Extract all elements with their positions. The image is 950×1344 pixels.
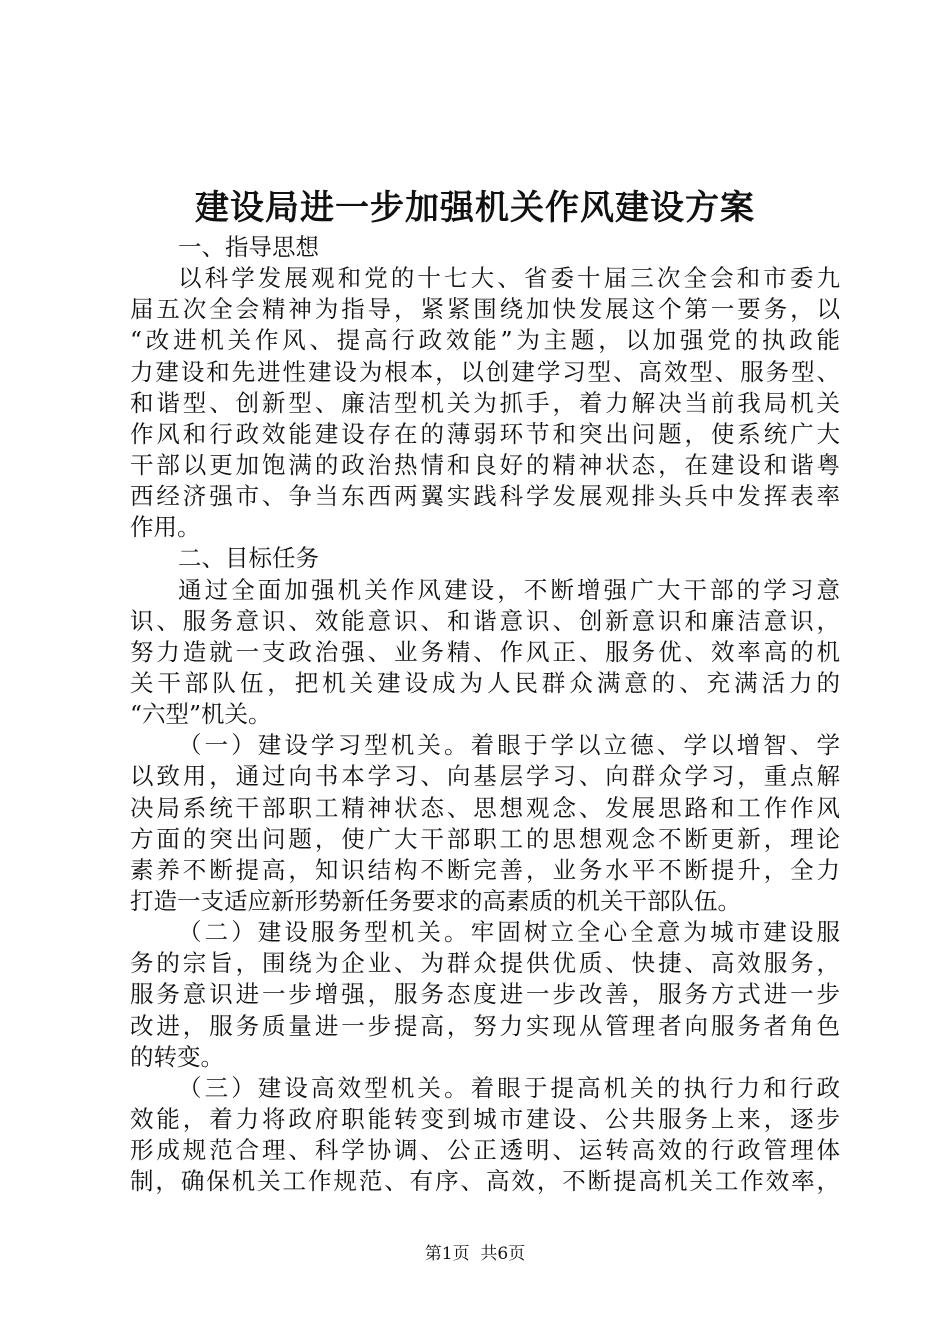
paragraph-line: 务的宗旨，围绕为企业、为群众提供优质、快捷、高效服务， [130,949,840,978]
paragraph-line: 识、服务意识、效能意识、和谐意识、创新意识和廉洁意识， [130,606,840,635]
paragraph-line: 效能，着力将政府职能转变到城市建设、公共服务上来，逐步 [130,1104,840,1133]
paragraph-line: （三）建设高效型机关。着眼于提高机关的执行力和行政 [178,1073,840,1102]
paragraph-line: 关干部队伍，把机关建设成为人民群众满意的、充满活力的 [130,668,840,697]
paragraph-line: 决局系统干部职工精神状态、思想观念、发展思路和工作作风 [130,793,840,822]
paragraph-line: 制，确保机关工作规范、有序、高效，不断提高机关工作效率， [130,1167,840,1196]
paragraph-line: 服务意识进一步增强，服务态度进一步改善，服务方式进一步 [130,980,840,1009]
document-title: 建设局进一步加强机关作风建设方案 [195,188,755,228]
paragraph-line: 和谐型、创新型、廉洁型机关为抓手，着力解决当前我局机关 [130,388,840,417]
paragraph-line: 届五次全会精神为指导，紧紧围绕加快发展这个第一要务，以 [130,295,840,324]
paragraph-line: 形成规范合理、科学协调、公正透明、运转高效的行政管理体 [130,1136,840,1165]
paragraph-line: 以致用，通过向书本学习、向基层学习、向群众学习，重点解 [130,762,840,791]
paragraph-line: 通过全面加强机关作风建设，不断增强广大干部的学习意 [178,575,840,604]
paragraph-line: “改进机关作风、提高行政效能”为主题，以加强党的执政能 [130,326,840,355]
paragraph-line: “六型”机关。 [130,700,272,729]
document-body [130,232,840,1197]
paragraph-line: 干部以更加饱满的政治热情和良好的精神状态，在建设和谐粤 [130,450,840,479]
paragraph-line: 方面的突出问题，使广大干部职工的思想观念不断更新，理论 [130,824,840,853]
page-footer: 第1页 共6页 [424,1244,526,1264]
paragraph-line: 努力造就一支政治强、业务精、作风正、服务优、效率高的机 [130,637,840,666]
paragraph-line: （一）建设学习型机关。着眼于学以立德、学以增智、学 [178,731,840,760]
paragraph-line: （二）建设服务型机关。牢固树立全心全意为城市建设服 [178,918,840,947]
paragraph-line: 的转变。 [130,1042,224,1071]
paragraph-line: 打造一支适应新形势新任务要求的高素质的机关干部队伍。 [130,886,741,915]
section-heading: 一、指导思想 [178,233,319,261]
paragraph-line: 改进，服务质量进一步提高，努力实现从管理者向服务者角色 [130,1011,840,1040]
paragraph-line: 西经济强市、争当东西两翼实践科学发展观排头兵中发挥表率 [130,482,840,511]
paragraph-line: 以科学发展观和党的十七大、省委十届三次全会和市委九 [178,264,840,293]
paragraph-line: 素养不断提高，知识结构不断完善，业务水平不断提升，全力 [130,855,840,884]
section-heading: 二、目标任务 [178,544,319,573]
paragraph-line: 作用。 [130,513,201,542]
paragraph-line: 力建设和先进性建设为根本，以创建学习型、高效型、服务型、 [130,357,840,386]
paragraph-line: 作风和行政效能建设存在的薄弱环节和突出问题，使系统广大 [130,419,840,448]
